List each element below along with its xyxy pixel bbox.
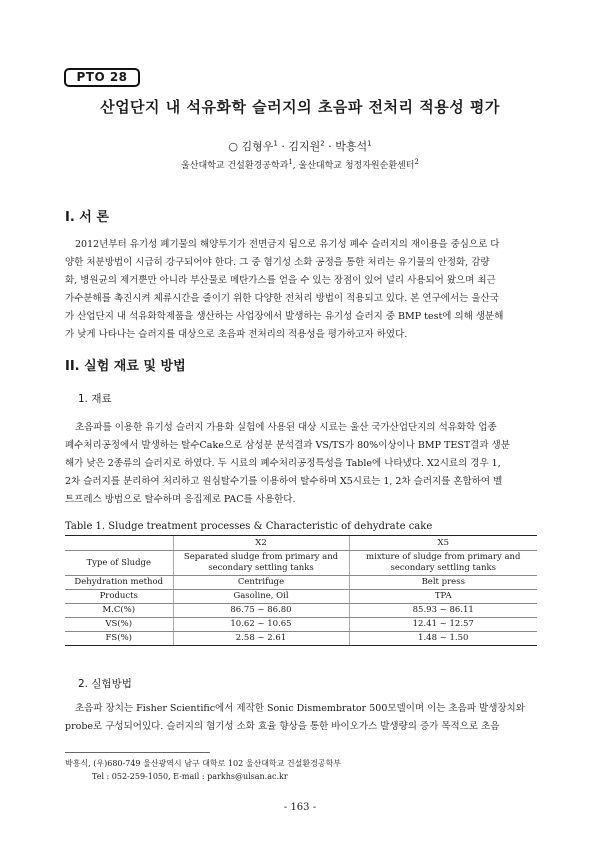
section-heading-introduction: I. 서 론: [65, 210, 109, 225]
introduction-paragraph: [65, 236, 535, 344]
table-cell: FS(%): [65, 632, 173, 646]
text-line: probe로 구성되어있다. 슬러지의 혐기성 소화 효율 향상을 통한 바이오가스 발생량의 증가 목적으로 초음: [65, 721, 500, 732]
table-row: [65, 604, 537, 618]
affiliation-mark: 1: [288, 158, 293, 166]
table-cell: Belt press: [349, 576, 537, 590]
subsection-heading-materials: 1. 재료: [78, 393, 112, 405]
author-separator: ·: [281, 140, 285, 153]
table-cell: TPA: [349, 590, 537, 604]
text-line: 2차 슬러지를 분리하여 처리하고 원심탈수기를 이용하여 탈수하며 X5시료는 1, 2차 슬러지를 혼합하여 벨: [65, 476, 503, 487]
author-name: 김형우: [241, 140, 274, 153]
subsection-heading-method: 2. 실험방법: [78, 678, 132, 690]
table-cell: Type of Sludge: [65, 551, 173, 576]
table-cell: mixture of sludge from primary and secondary settling tanks: [349, 551, 537, 576]
footnote-contact: Tel : 052-259-1050, E-mail : parkhs@ulsan.ac.kr: [92, 772, 288, 781]
paper-title: 산업단지 내 석유화학 슬러지의 초음파 전처리 적용성 평가: [100, 98, 500, 116]
table-cell: 12.41 ~ 12.57: [349, 618, 537, 632]
affiliation: [0, 158, 600, 171]
affiliation-2: 울산대학교 청정자원순환센터: [298, 161, 415, 171]
table-row: [65, 576, 537, 590]
table-header-cell: [65, 536, 173, 551]
text-line: 가 산업단지 내 석유화학제품을 생산하는 사업장에서 발생하는 유기성 슬러지 중 BMP test에 의해 생분해: [65, 311, 504, 322]
text-line: 트프레스 방법으로 탈수하며 응집제로 PAC를 사용한다.: [65, 494, 296, 505]
affiliation-separator: ,: [292, 161, 299, 171]
table-row: [65, 632, 537, 646]
text-line: 폐수처리공정에서 발생하는 탈수Cake으로 삼성분 분석결과 VS/TS가 80%이상이나 BMP TEST결과 생분: [65, 440, 510, 451]
table-cell: VS(%): [65, 618, 173, 632]
table-cell: 86.75 ~ 86.80: [173, 604, 349, 618]
session-badge: PTO 28: [64, 68, 140, 87]
text-line: 초음파 장치는 Fisher Scientific에서 제작한 Sonic Dismembrator 500모델이며 이는 초음파 발생장치와: [75, 703, 525, 714]
footnote-address: 박흥식, (우)680-749 울산광역시 남구 대학로 102 울산대학교 건설환경공학부: [65, 759, 342, 768]
table-cell: Separated sludge from primary and secondary settling tanks: [173, 551, 349, 576]
author-affil-mark: 1: [273, 139, 278, 148]
table-cell: Dehydration method: [65, 576, 173, 590]
text-line: 2012년부터 유기성 폐기물의 해양투기가 전면금지 됨으로 유기성 폐수 슬러지의 재이용을 중심으로 다: [75, 239, 500, 250]
table-cell: 10.62 ~ 10.65: [173, 618, 349, 632]
presenter-mark: ○: [228, 140, 239, 153]
author-name: 김지원: [288, 140, 321, 153]
author-affil-mark: 2: [320, 139, 325, 148]
affiliation-mark: 2: [414, 158, 419, 166]
table-header-cell: X2: [173, 536, 349, 551]
author-separator: ·: [328, 140, 332, 153]
author-list: [0, 138, 600, 154]
text-line: 해가 낮은 2종류의 슬러지로 하였다. 두 시료의 폐수처리공정특성을 Table에 나타냈다. X2시료의 경우 1,: [65, 458, 501, 469]
text-line: 가 낮게 나타나는 슬러지를 대상으로 초음파 전처리의 적용성을 평가하고자 하였다.: [65, 329, 408, 340]
table-row: [65, 618, 537, 632]
method-paragraph: [65, 700, 535, 736]
table-header-cell: X5: [349, 536, 537, 551]
table-caption: Table 1. Sludge treatment processes & Characteristic of dehydrate cake: [65, 521, 433, 532]
table-cell: 1.48 ~ 1.50: [349, 632, 537, 646]
section-heading-methods: II. 실험 재료 및 방법: [65, 359, 186, 374]
materials-paragraph: [65, 419, 535, 509]
table-cell: Centrifuge: [173, 576, 349, 590]
table-row: [65, 551, 537, 576]
sludge-table: [65, 535, 537, 646]
text-line: 양한 처분방법이 시급히 강구되어야 한다. 그 중 혐기성 소화 공정을 통한 처리는 유기물의 안정화, 감량: [65, 257, 490, 268]
page-number: - 163 -: [283, 802, 317, 813]
table-cell: Products: [65, 590, 173, 604]
table-cell: 85.93 ~ 86.11: [349, 604, 537, 618]
text-line: 화, 병원균의 제거뿐만 아니라 부산물로 메탄가스를 얻을 수 있는 장점이 있어 널리 사용되어 왔으며 최근: [65, 275, 496, 286]
table-header-row: [65, 536, 537, 551]
table-cell: M.C(%): [65, 604, 173, 618]
text-line: 초음파를 이용한 유기성 슬러지 가용화 실험에 사용된 대상 시료는 울산 국가산업단지의 석유화학 업종: [75, 422, 497, 433]
table-cell: 2.58 ~ 2.61: [173, 632, 349, 646]
author-name: 박흥석: [335, 140, 368, 153]
table-cell: Gasoline, Oil: [173, 590, 349, 604]
affiliation-1: 울산대학교 건설환경공학과: [181, 161, 289, 171]
footnote-divider: [65, 752, 210, 753]
table-row: [65, 590, 537, 604]
text-line: 가수분해를 촉진시켜 체류시간을 줄이기 위한 다양한 전처리 방법이 적용되고 있다. 본 연구에서는 울산국: [65, 293, 499, 304]
author-affil-mark: 1: [367, 139, 372, 148]
